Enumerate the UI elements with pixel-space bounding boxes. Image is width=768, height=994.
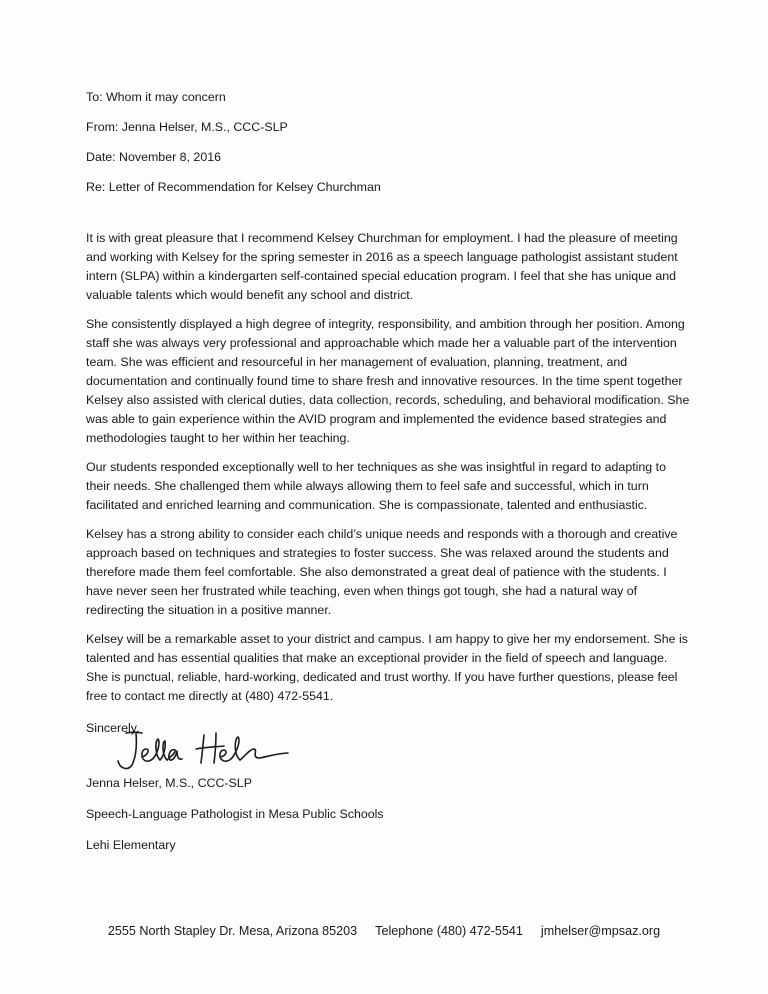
footer-email: jmhelser@mpsaz.org	[540, 924, 661, 938]
paragraph-1: It is with great pleasure that I recommend Kelsey Churchman for employment. I had the pleasure of meeting and working with Kelsey for the spring semester in 2016 as a speech language pathologist assistant student intern (SLPA) within a kindergarten self-contained special education program. I feel that she has unique and valuable talents which would benefit any school and district.	[86, 231, 678, 302]
letter-header	[86, 88, 706, 208]
paragraph-4: Kelsey has a strong ability to consider each child’s unique needs and responds with a thorough and creative approach based on techniques and strategies to foster success. She was relaxed around the students and therefore made them feel comfortable. She also demonstrated a great deal of patience with the students. I have never seen her frustrated while teaching, even when things got tough, she had a natural way of redirecting the situation in a positive manner.	[86, 527, 678, 617]
handwritten-signature	[112, 727, 292, 775]
footer-address: 2555 North Stapley Dr. Mesa, Arizona 85203	[107, 924, 358, 938]
footer-telephone: Telephone (480) 472-5541	[375, 924, 523, 938]
subject-line: Re: Letter of Recommendation for Kelsey Churchman	[86, 180, 381, 194]
paragraph-5: Kelsey will be a remarkable asset to your district and campus. I am happy to give her my endorsement. She is talented and has essential qualities that make an exceptional provider in the field of speech and language. She is punctual, reliable, hard-working, dedicated and trust worthy. If you have further questions, please feel free to contact me directly at (480) 472-5541.	[86, 632, 688, 703]
signer-school: Lehi Elementary	[86, 838, 176, 852]
paragraph-2: She consistently displayed a high degree of integrity, responsibility, and ambition through her position. Among staff she was always very professional and approachable which made her a valuable part of the intervention team. She was efficient and resourceful in her management of evaluation, planning, treatment, and documentation and continually found time to share fresh and innovative resources. In the time spent together Kelsey also assisted with clerical duties, data collection, records, scheduling, and behavioral modification. She was able to gain experience within the AVID program and implemented the evidence based strategies and methodologies taught to her within her teaching.	[86, 317, 690, 445]
date-line: Date: November 8, 2016	[86, 150, 221, 164]
paragraph-3: Our students responded exceptionally well to her techniques as she was insightful in regard to adapting to their needs. She challenged them while always allowing them to feel safe and successful, which in turn facilitated and enriched learning and communication. She is compassionate, talented and enthusiastic.	[86, 460, 666, 512]
letter-body	[86, 229, 690, 716]
signer-name: Jenna Helser, M.S., CCC-SLP	[86, 776, 252, 790]
to-line: To: Whom it may concern	[86, 90, 226, 104]
signer-title: Speech-Language Pathologist in Mesa Public Schools	[86, 807, 384, 821]
closing-salutation: Sincerely,	[86, 721, 140, 735]
from-line: From: Jenna Helser, M.S., CCC-SLP	[86, 120, 288, 134]
signer-block	[86, 774, 686, 867]
letter-footer	[0, 922, 768, 941]
